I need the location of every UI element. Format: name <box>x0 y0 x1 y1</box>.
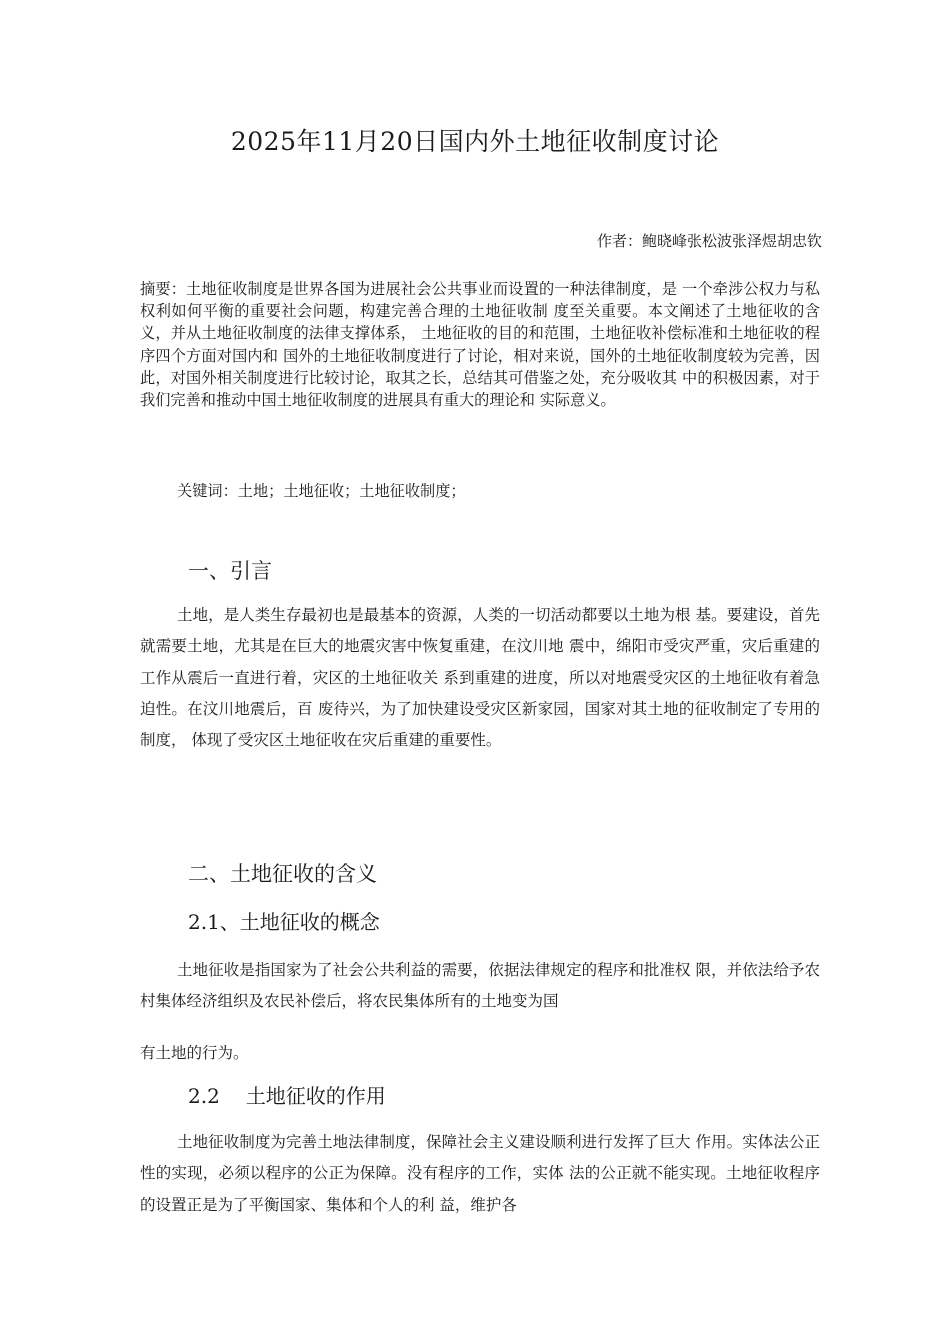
concept-paragraph: 土地征收是指国家为了社会公共利益的需要，依据法律规定的程序和批准权 限，并依法给予农村集体经济组织及农民补偿后，将农民集体所有的土地变为国 <box>140 961 820 1011</box>
section-heading-introduction: 一、引言 <box>188 559 272 583</box>
introduction-paragraph: 土地，是人类生存最初也是最基本的资源，人类的一切活动都要以土地为根 基。要建设，首先就需要土地，尤其是在巨大的地震灾害中恢复重建，在汶川地 震中，绵阳市受灾严重，灾后重建的工作从震后一直进行着，灾区的土地征收关 系到重建的进度，所以对地震受灾区的土地征收有着急迫性。在汶川地震后，百 废待兴，为了加快建设受灾区新家园，国家对其土地的征收制定了专用的制度， 体现了受灾区土地征收在灾后重建的重要性。 <box>140 606 820 750</box>
subsection-heading-concept: 2.1、土地征收的概念 <box>188 910 380 934</box>
subsection-number: 2.2 <box>188 1084 220 1108</box>
author-line: 作者：鲍晓峰张松波张泽煜胡忠钦 <box>596 232 822 250</box>
subsection-heading-function <box>188 1080 386 1109</box>
subsection-title: 土地征收的作用 <box>245 1084 386 1108</box>
function-paragraph: 土地征收制度为完善土地法律制度，保障社会主义建设顺利进行发挥了巨大 作用。实体法公正性的实现，必须以程序的公正为保障。没有程序的工作，实体 法的公正就不能实现。土地征收程序的设置正是为了平衡国家、集体和个人的利 益，维护各 <box>140 1133 820 1214</box>
document-title: 2025年11月20日国内外土地征收制度讨论 <box>230 127 720 156</box>
concept-continuation: 有土地的行为。 <box>140 1044 249 1062</box>
abstract-paragraph: 摘要：土地征收制度是世界各国为进展社会公共事业而设置的一种法律制度，是 一个牵涉公权力与私权利如何平衡的重要社会问题，构建完善合理的土地征收制 度至关重要。本文阐述了土地征收的含义，并从土地征收制度的法律支撑体系， 土地征收的目的和范围，土地征收补偿标准和土地征收的程序四个方面对国内和 国外的土地征收制度进行了讨论，相对来说，国外的土地征收制度较为完善，因 此，对国外相关制度进行比较讨论，取其之长，总结其可借鉴之处，充分吸收其 中的积极因素，对于我们完善和推动中国土地征收制度的进展具有重大的理论和 实际意义。 <box>140 280 820 410</box>
section-heading-meaning: 二、土地征收的含义 <box>188 862 377 886</box>
keywords-line: 关键词：土地；土地征收；土地征收制度； <box>177 482 466 500</box>
